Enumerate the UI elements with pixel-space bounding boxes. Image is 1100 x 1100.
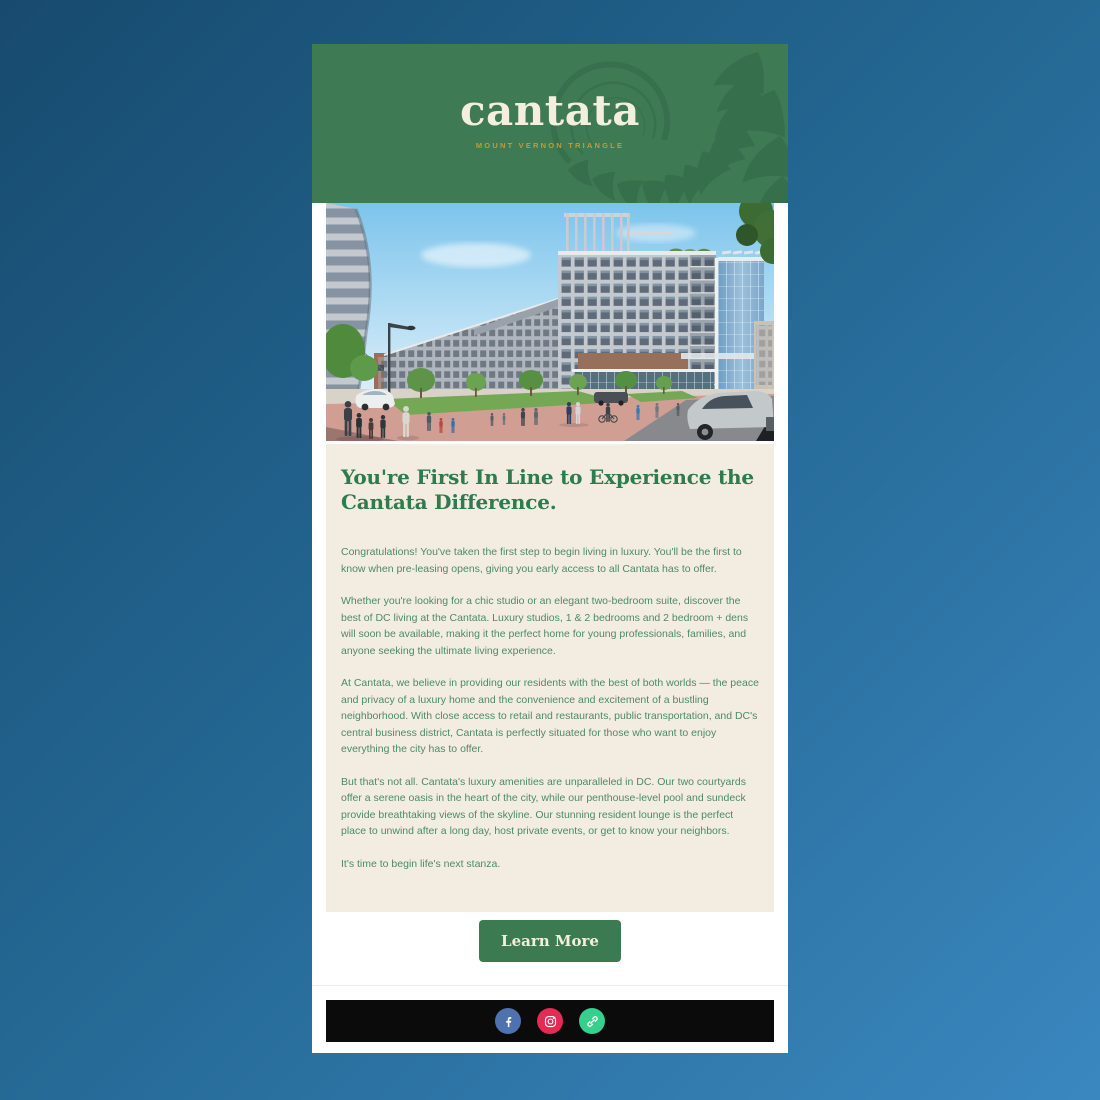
article-paragraph: Whether you're looking for a chic studio or an elegant two-bedroom suite, discover the best of DC living at the Cantata. Luxury studios, 1 & 2 bedrooms and 2 bedroom + dens will soon be available, making it the perfect home for young professionals, families, and anyone seeking the ultimate living experience.	[341, 595, 749, 657]
email-footer	[312, 985, 788, 1053]
link-icon	[585, 1014, 600, 1029]
cta-section	[312, 912, 788, 985]
hero-building-image	[326, 203, 774, 441]
facebook-link[interactable]	[495, 1008, 521, 1034]
article-paragraph: Congratulations! You've taken the first step to begin living in luxury. You'll be the first to know when pre-leasing opens, giving you early access to all Cantata has to offer.	[341, 546, 742, 575]
article-paragraph: But that's not all. Cantata's luxury amenities are unparalleled in DC. Our two courtyards offer a serene oasis in the heart of the city, while our penthouse-level pool and sundeck provide breathtaking views of the skyline. Our stunning resident lounge is the perfect place to unwind after a long day, host private events, or get to know your neighbors.	[341, 775, 746, 838]
instagram-icon	[543, 1014, 558, 1029]
article-heading: You're First In Line to Experience the Cantata Difference.	[341, 465, 754, 515]
facebook-icon	[501, 1014, 516, 1029]
article-section	[326, 444, 774, 912]
email-header	[312, 44, 788, 203]
article-paragraph: At Cantata, we believe in providing our residents with the best of both worlds — the peace and privacy of a luxury home and the convenience and excitement of a bustling neighborhood. With close access to retail and restaurants, public transportation, and DC's central business district, Cantata is perfectly situated for those who want to enjoy everything the city has to offer.	[341, 677, 759, 756]
social-bar	[326, 1000, 774, 1042]
article-paragraph: It's time to begin life's next stanza.	[341, 857, 501, 870]
brand-logo: cantata	[459, 86, 641, 135]
email-container	[312, 44, 788, 1053]
website-link[interactable]	[579, 1008, 605, 1034]
learn-more-button[interactable]: Learn More	[479, 920, 621, 962]
instagram-link[interactable]	[537, 1008, 563, 1034]
brand-tagline: MOUNT VERNON TRIANGLE	[475, 141, 625, 150]
